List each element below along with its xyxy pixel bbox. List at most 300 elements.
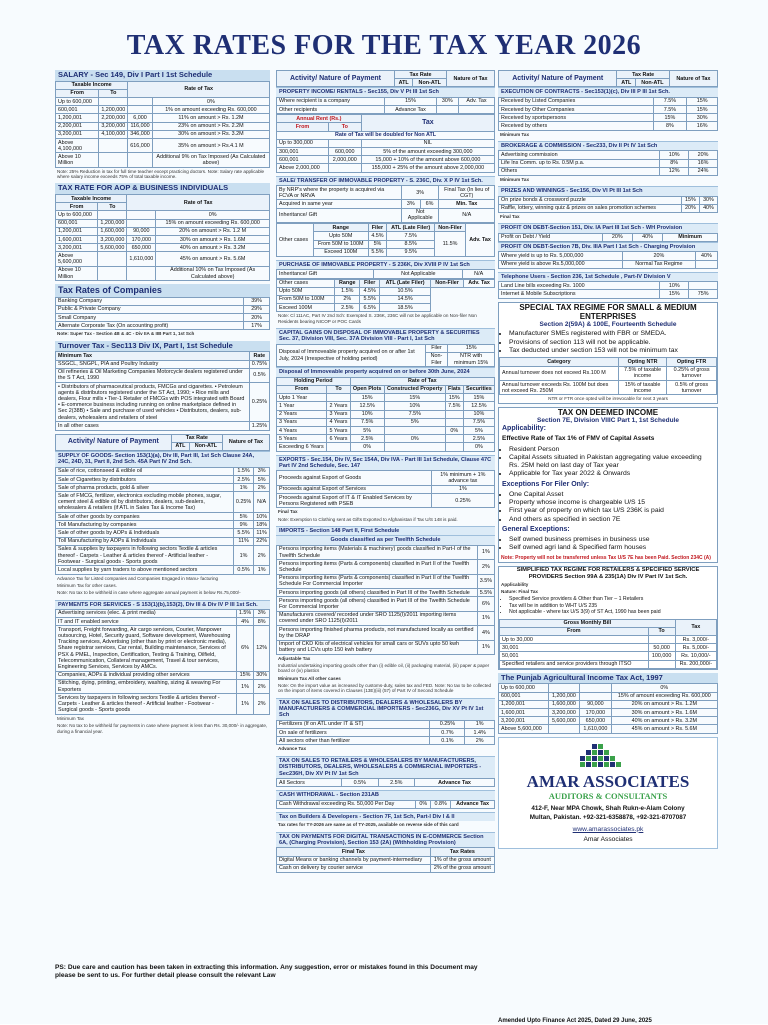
table-cell: Additional 10% on Tax Imposed (As Calculated above) [156, 266, 270, 280]
gift-rate: Not Applicable [401, 208, 439, 222]
table-cell: 12% [254, 626, 270, 671]
sale-range-filer: 4.5% [368, 232, 387, 240]
table-row [56, 492, 270, 513]
table-cell: 7.5% [653, 106, 687, 114]
deemed-note: Note: Property will not be transferred unless Tax U/S 7E has been Paid. Section 234C (A) [501, 554, 711, 561]
table-cell: 11% [233, 537, 253, 545]
special-col-header: Category [500, 358, 619, 366]
table-cell: 15% [384, 394, 445, 402]
table-cell: 22% [254, 537, 270, 545]
salary-heading: SALARY - Sec 149, Div I Part I 1st Schedule [55, 70, 270, 81]
table-cell: 30,001 [500, 644, 649, 652]
table-cell: 100,000 [648, 652, 675, 660]
table-cell: 14.5% [380, 295, 431, 303]
exports-section [276, 455, 495, 523]
table-cell: 1,200,001 [56, 227, 98, 235]
purchase-adv-tax: Adv. Tax [464, 279, 495, 287]
distributors-heading: TAX ON SALES TO DISTRIBUTORS, DEALERS & WHOLESALERS BY MANUFACTURERS & COMMERCIAL IMPORTERS - Sec236G, Div XV Pt IV 1st Sch [276, 698, 495, 720]
services-table [55, 609, 270, 715]
table-row [499, 692, 718, 700]
special-col-header: Opting FTR [667, 358, 717, 366]
table-cell: 1,600,001 [56, 236, 98, 244]
aop-from-header: From [56, 203, 98, 211]
table-cell: 7.5% [463, 418, 494, 426]
table-cell: 20% [244, 314, 270, 322]
table-cell: 11% [254, 529, 270, 537]
retailers-heading: TAX ON SALES TO RETAILERS & WHOLESALERS BY MANUFACTURERS, DISTRIBUTORS, DEALERS, WHOLESALERS & COMMERCIAL IMPORTERS - Sec236H, Div XV Pt IV 1st Sch [276, 756, 495, 778]
table-row [277, 864, 495, 872]
table-cell: Normal Tax Regime [622, 260, 695, 268]
table-row [277, 139, 495, 147]
table-cell [436, 106, 459, 114]
table-cell: Advance Tax [385, 106, 436, 114]
table-cell: 3% [254, 609, 270, 617]
table-row [500, 660, 717, 668]
table-cell [127, 211, 156, 219]
table-row [499, 122, 718, 130]
same-year-label: Acquired in same year [277, 200, 402, 208]
table-row [277, 156, 495, 164]
gift-label: Inheritance/ Gift [277, 208, 402, 222]
table-cell: 1% on amount exceeding Rs. 600,000 [152, 106, 269, 114]
table-cell: 39% [244, 297, 270, 305]
table-cell: 300,001 [277, 148, 329, 156]
table-row [499, 709, 718, 717]
table-cell: 0.7% [430, 729, 465, 737]
table-row [56, 244, 270, 252]
imports-rows [277, 545, 495, 654]
table-row [277, 106, 495, 114]
table-cell: Sale of other goods by AOPs & Individuals [56, 529, 234, 537]
imports-section [276, 526, 495, 695]
table-cell: 15% [236, 671, 253, 679]
atl-header: ATL [171, 442, 189, 450]
table-cell [548, 684, 579, 692]
table-cell: 600,001 [56, 219, 98, 227]
turnover-table [55, 351, 270, 430]
double-rate-note: Rate of Tax will be doubled for Non ATL [277, 131, 495, 139]
deemed-section [498, 407, 718, 564]
table-cell: Services by taxpayers in following sectors Textile & articles thereof - Carpets - Leather & articles thereof - Artificial leather - Footwear - Surgical goods - Sports goods [56, 694, 237, 715]
list-item: • Specified Service providers & Other than Tier – 1 Retailers [509, 597, 713, 603]
table-cell [459, 106, 495, 114]
table-cell: 1,200,000 [99, 106, 128, 114]
table-cell: Alternate Corporate Tax (On accounting profit) [56, 322, 244, 330]
table-cell: 15% [687, 97, 718, 105]
prizes-table [498, 196, 718, 213]
table-row [500, 636, 717, 644]
table-row [56, 679, 270, 693]
special-regime-section [498, 302, 718, 404]
table-cell: 17% [244, 322, 270, 330]
table-row [499, 717, 718, 725]
purchase-table [276, 269, 495, 278]
table-cell: 616,000 [128, 139, 153, 153]
table-cell: 650,000 [580, 717, 611, 725]
distributors-section [276, 698, 495, 753]
table-cell: 30% on amount > Rs. 1.6M [611, 709, 717, 717]
table-row [500, 652, 717, 660]
distributors-rows [277, 720, 495, 745]
distributors-table [276, 720, 495, 746]
col3-atl-header: ATL [617, 79, 636, 87]
amended-note: Amended Upto Finance Act 2025, Dated 29 June, 2025 [498, 1018, 652, 1024]
cash-non-atl: 0.8% [431, 800, 451, 808]
table-cell: Advertising services (elec. & print media) [56, 609, 237, 617]
to-header: To [99, 89, 128, 97]
table-cell: 0% [152, 98, 269, 106]
retailers-label: All Sectors [277, 779, 342, 787]
aop-rate-header: Rate of Tax [127, 195, 270, 211]
table-cell: Received by Other Companies [499, 106, 654, 114]
table-cell: All sectors other than fertilizer [277, 737, 430, 745]
table-cell: 40% on amount > Rs. 3.2M [156, 244, 270, 252]
cg-table [276, 377, 495, 452]
table-cell: 0% [611, 684, 717, 692]
sale-range-filer: 5% [368, 240, 387, 248]
table-cell: Up to 600,000 [56, 211, 98, 219]
table-row [277, 410, 495, 418]
deemed-applicability: Applicability: [502, 425, 546, 433]
table-cell: Above 4,100,000 [56, 139, 99, 153]
table-cell: 2% [254, 694, 270, 715]
table-cell: Toll Manufacturing by AOPs & Individuals [56, 537, 234, 545]
turnover-section [55, 341, 270, 431]
table-cell: 2 Years [277, 410, 327, 418]
prizes-rows [499, 196, 718, 212]
supply-subheading: SUPPLY OF GOODS- Section 153(1)(a), Div III, Part III, 1st Sch Clause 24A, 24C, 24D, 31, Part II, 2nd Sch. 45A Part IV 2nd Sch. [55, 451, 270, 467]
table-cell [328, 139, 361, 147]
retail-rows [500, 636, 717, 669]
table-cell: 2,200,000 [99, 114, 128, 122]
services-section [55, 600, 270, 735]
same-year-atl: 3% [401, 200, 420, 208]
table-cell: Internet & Mobile Subscriptions [499, 290, 660, 298]
nrp-row-nature: Final Tax (In lieu of CGT) [439, 186, 495, 200]
table-cell: Persons importing items (Materials & machinery) goods classified in Part-I of the Twelfth Schedule [277, 545, 478, 559]
retailers-adv: Advance Tax [415, 779, 495, 787]
table-cell: 1,600,000 [98, 227, 127, 235]
table-cell: 0.1% [430, 737, 465, 745]
table-row [277, 394, 495, 402]
table-cell [98, 266, 127, 280]
table-cell: Cash on delivery by courier service [277, 864, 431, 872]
table-row [277, 626, 495, 640]
list-item: • And others as specified in section 7E [509, 516, 713, 524]
cg-new-label: Disposal of Immoveable property acquired on or after 1st July, 2024 (Irrespective of holding period) [277, 344, 426, 367]
table-cell [98, 211, 127, 219]
exceptions-bullets [499, 489, 717, 526]
exceptions-heading: Exceptions For Filer Only: [502, 480, 590, 488]
table-row [499, 725, 718, 733]
table-row [56, 236, 270, 244]
prizes-heading: PRIZES AND WINNINGS - Sec156, Div VI Pt III 1st Sch [498, 186, 718, 195]
table-cell: 600,001 [499, 692, 549, 700]
super-tax-note: Note: Super Tax - Section 4B & 4C - Div IIA & IIB Part 1, 1st Sch [57, 331, 195, 337]
col2-non-atl-header: Non-ATL [413, 79, 447, 87]
retailers-section [276, 756, 495, 787]
retailers-non-atl: 2.5% [378, 779, 415, 787]
debt2-heading: PROFIT ON DEBT-Section 7B, Div. IIIA Part I 1st Sch - Charging Provision [498, 242, 718, 251]
ecommerce-rows [277, 856, 495, 872]
purchase-heading: PURCHASE OF IMMOVABLE PROPERTY - S 236K, Div XVIII P IV 1st Sch [276, 260, 495, 269]
table-cell: 24% [689, 167, 718, 175]
imports-adjustable-note: Industrial undertaking importing goods other than (i) edible oil, (ii) packaging material, (iii) paper & paper board or (iv) plastics [278, 663, 490, 674]
table-cell: 2% [254, 484, 270, 492]
table-cell: Small Company [56, 314, 244, 322]
table-cell: 5 Years [277, 435, 327, 443]
table-cell: Persons importing goods (all others) classified in Part III of the Twelfth Schedule [277, 589, 478, 597]
table-cell: 5 Years [327, 427, 350, 435]
table-cell: 10% [463, 410, 494, 418]
exports-final: Final Tax [278, 509, 298, 515]
table-cell: Where yield is above Rs.5,000,000 [499, 260, 623, 268]
property-rows [277, 97, 495, 113]
retail-tax-header: Tax [675, 619, 716, 635]
list-item: • Manufacturer SMEs registered with FBR or SMEDA. [509, 330, 713, 338]
firm-social-handle[interactable]: Amar Associates [583, 835, 633, 843]
table-cell: 10% [384, 402, 445, 410]
table-cell: In all other cases [56, 422, 250, 430]
table-cell: Toll Manufacturing by companies [56, 521, 234, 529]
table-row [277, 640, 495, 654]
debt2-table [498, 251, 718, 268]
retail-bullets [499, 595, 717, 618]
nature-header: Nature of Tax [222, 434, 269, 450]
deemed-heading: TAX ON DEEMED INCOME [557, 407, 659, 417]
telephone-heading: Telephone Users - Section 236, 1st Schedule , Part-IV Division V [498, 272, 718, 281]
table-cell: 4 Years [277, 427, 327, 435]
table-row [56, 114, 270, 122]
distributors-adv: Advance Tax [278, 746, 306, 752]
table-cell: 18% [254, 521, 270, 529]
cg-non-filer-label: Non-Filer [425, 352, 447, 366]
list-item: • Not applicable - where tax U/S 3(9) of ST Act, 1990 has been paid [509, 610, 713, 616]
table-cell: 5% [463, 427, 494, 435]
table-cell: 4,100,000 [99, 130, 128, 138]
table-cell: 0.25% of gross turnover [667, 366, 717, 380]
table-cell [98, 252, 127, 266]
debt-section [498, 223, 718, 268]
table-cell: Sale of other goods by companies [56, 513, 234, 521]
table-cell: 0% [156, 211, 270, 219]
special-bullets [499, 328, 717, 357]
table-cell: 0.5% of gross turnover [667, 381, 717, 395]
table-cell: 346,000 [128, 130, 153, 138]
general-exceptions-heading: General Exceptions: [502, 525, 570, 533]
table-cell: Other recipients [277, 106, 385, 114]
table-row [56, 529, 270, 537]
table-cell: On sale of fertilizers [277, 729, 430, 737]
table-cell: 0% [384, 435, 445, 443]
table-cell: 29% [244, 305, 270, 313]
table-row [277, 402, 495, 410]
table-cell: 0.75% [249, 360, 269, 368]
retail-from-header: From [500, 627, 649, 635]
ecommerce-section [276, 832, 495, 873]
col2-activity-header: Activity/ Nature of Payment [277, 71, 395, 87]
sale-transfer-table [276, 185, 495, 223]
table-cell: 30% [254, 671, 270, 679]
cash-heading: CASH WITHDRAWAL - Section 231AB [276, 790, 495, 799]
table-cell: Additional 9% on Tax Imposed (As Calculated above) [152, 153, 269, 167]
list-item: • Capital Assets situated in Pakistan aggregating value exceeding Rs. 25M held on last day of Tax year [509, 454, 713, 470]
salary-notes: Note: 25% Reduction in tax for full time teacher except practicing doctors. Note: Salary rate applicable where salary income exceeds 75% of total taxable income. [57, 168, 265, 180]
table-cell: 0.5% [249, 368, 269, 382]
table-row [56, 219, 270, 227]
table-row [56, 383, 270, 422]
table-cell: 0.25% [430, 720, 465, 728]
rent-rows [277, 139, 495, 172]
telephone-section [498, 272, 718, 299]
table-cell: Exceed 100M [277, 304, 335, 312]
table-row [56, 609, 270, 617]
retail-nature: Nature: Final Tax [501, 588, 538, 594]
table-cell: Advertising commission [499, 151, 660, 159]
table-cell: Raffle, lottery, winning quiz & prizes on sales promotion schemes [499, 204, 682, 212]
table-row [56, 305, 270, 313]
table-row [56, 360, 270, 368]
table-cell: Adv. Tax [459, 97, 495, 105]
punjab-heading: The Punjab Agricultural Income Tax Act, 1997 [498, 673, 718, 684]
purchase-section [276, 260, 495, 325]
firm-name: AMAR ASSOCIATES [526, 771, 690, 791]
table-cell [445, 443, 463, 451]
table-cell: Fertilizers (If on ATL under IT & ST) [277, 720, 430, 728]
column-left [55, 70, 270, 738]
table-cell: Above 2,000,000 [277, 164, 329, 172]
table-cell: 20% on amount > Rs. 1.2 M [156, 227, 270, 235]
general-exceptions-bullets [499, 534, 717, 555]
table-cell: Stitching, dying, printing, embroidery, washing, sizing & weaving For Exporters [56, 679, 237, 693]
table-cell: SSGCL, SNGPL, PIA and Poultry Industry [56, 360, 250, 368]
punjab-rows [499, 684, 718, 733]
sale-range-row: Upto 50M [313, 232, 368, 240]
table-cell: Local supplies by yarn traders to above mentioned sectors [56, 566, 234, 574]
table-cell: 15% [385, 97, 436, 105]
firm-tagline: AUDITORS & CONSULTANTS [548, 790, 668, 801]
table-row [56, 671, 270, 679]
telephone-rows [499, 282, 718, 298]
table-cell: Above 10 Million [56, 153, 99, 167]
imports-note: Note: On the import value as increased by customs-duty, sales tax and FED. Note: No tax to be collected on the import of items covered in Clauses (13E)(iii) (57) of Part IV of Second Schedule [278, 683, 492, 694]
table-cell: 7.5% [384, 410, 445, 418]
table-cell [384, 443, 445, 451]
table-cell: 3.5% [477, 574, 494, 588]
list-item: • Resident Person [509, 446, 713, 454]
purchase-rows [277, 287, 495, 312]
table-cell: 1% [431, 485, 494, 493]
firm-website-link[interactable]: www.amarassociates.pk [572, 825, 644, 833]
table-cell: 90,000 [127, 227, 156, 235]
cg-new-table [276, 344, 495, 368]
table-cell: Public & Private Company [56, 305, 244, 313]
col3-nature-header: Nature of Tax [669, 71, 717, 87]
table-cell: 4 Years [327, 418, 350, 426]
table-cell: 15,000 + 10% of the amount above 600,000 [361, 156, 494, 164]
page-title: TAX RATES FOR THE TAX YEAR 2026 [126, 30, 642, 61]
table-cell: 600,001 [277, 156, 329, 164]
table-cell: 12.5% [350, 402, 384, 410]
table-cell: 8% [660, 159, 689, 167]
table-cell: 0% [445, 427, 463, 435]
debt-nature: Minimum [663, 233, 718, 241]
table-cell: 7.5% of taxable income [618, 366, 666, 380]
table-cell: 3,200,001 [499, 717, 549, 725]
range-header: Range [313, 224, 368, 232]
table-cell: 10% [350, 410, 384, 418]
table-row [499, 114, 718, 122]
telephone-table [498, 281, 718, 298]
table-cell: 5.5% [233, 529, 253, 537]
table-cell: 16% [689, 159, 718, 167]
table-cell: 15% [660, 290, 689, 298]
companies-table [55, 297, 270, 331]
table-cell: 0.25% [431, 494, 494, 508]
table-cell [99, 153, 128, 167]
supply-min-tax: Minimum Tax for other cases. [57, 582, 117, 588]
table-cell: Manufacturers covered/ recorded under SRO 1125(I)/2011 importing items covered under SRO 1125(I)/2011 [277, 611, 478, 625]
property-table [276, 97, 495, 114]
ecommerce-heading: TAX ON PAYMENTS FOR DIGITAL TRANSACTIONS IN E-COMMERCE Section 6A, (Charging Provision), Section 153 (2A) (Withholding Provision) [276, 832, 495, 848]
table-cell: N/A [254, 492, 270, 513]
salary-rows [56, 98, 270, 168]
sale-range-filer: 5.5% [368, 248, 387, 256]
sale-range-row: From 50M to 100M [313, 240, 368, 248]
prizes-section [498, 186, 718, 220]
punjab-table [498, 683, 718, 733]
table-cell: 40% [699, 204, 717, 212]
table-cell: 3,200,000 [99, 122, 128, 130]
property-section [276, 87, 495, 172]
turnover-rate-header: Rate [249, 352, 269, 360]
table-row [499, 151, 718, 159]
table-cell: 3% [254, 467, 270, 475]
table-cell: 170,000 [580, 709, 611, 717]
builders-note: Tax rates for TY-2026 are same as of TY-2025, available on reverse side of this card [278, 822, 459, 828]
atl-late-header: ATL (Late Filer) [387, 224, 435, 232]
table-cell: Digital Means or banking channels by payment-intermediary [277, 856, 431, 864]
annual-rent-header: Annual Rent (Rs.) [277, 115, 362, 123]
table-cell: 20% [681, 204, 699, 212]
table-row [277, 494, 495, 508]
table-cell: 15% [463, 394, 494, 402]
table-cell [128, 106, 153, 114]
table-cell: 5,600,000 [548, 717, 579, 725]
table-cell: 3,200,001 [56, 244, 98, 252]
table-cell: Proceeds against Export of Services [277, 485, 432, 493]
list-item: • One Capital Asset [509, 491, 713, 499]
brokerage-section [498, 141, 718, 183]
aop-to-header: To [98, 203, 127, 211]
cash-adv: Advance Tax [451, 800, 495, 808]
sale-range-table [276, 223, 495, 257]
table-cell: 2% of the gross amount [430, 864, 494, 872]
table-row [277, 443, 495, 451]
table-cell: 30% on amount > Rs. 3.2M [152, 130, 269, 138]
disclaimer-text: PS: Due care and caution has been taken in extracting this information. Any suggestion, error or mistakes found in this Document may please be sent to us. For further detail please consult the relevant Law [55, 964, 478, 979]
table-cell [128, 98, 153, 106]
col3-tax-rate-header: Tax Rate [617, 71, 669, 79]
table-row [56, 694, 270, 715]
table-cell: 0.25% [233, 492, 253, 513]
exports-heading: EXPORTS - Sec.154, Div IV, Sec 154A, Div IVA - Part III 1st Schedule, Clause 47C Part IV 2nd Schedule, Sec. 147 [276, 455, 495, 471]
table-cell: 2.5% [335, 304, 360, 312]
table-row [56, 227, 270, 235]
table-cell: 2,000,000 [328, 156, 361, 164]
table-cell: 3,200,000 [548, 709, 579, 717]
debt-non-atl: 40% [632, 233, 662, 241]
